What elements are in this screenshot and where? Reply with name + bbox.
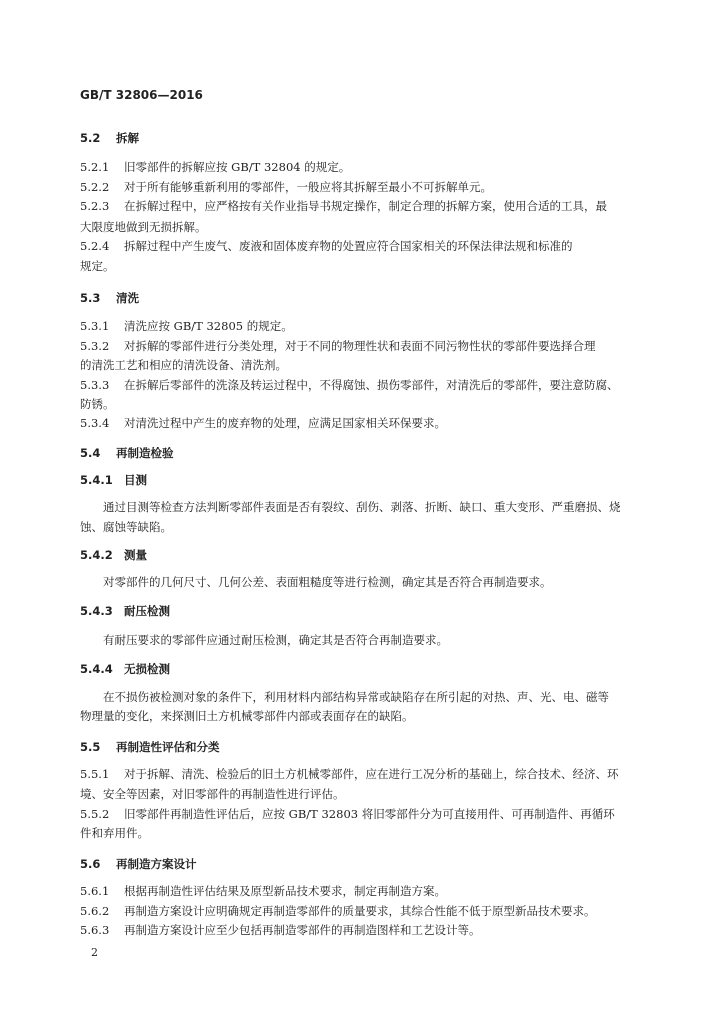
clause-5-3-1 — [80, 319, 293, 333]
section-number: 5.6 — [80, 857, 101, 871]
clause-text: 对清洗过程中产生的废弃物的处理，应满足国家相关环保要求。 — [124, 416, 446, 430]
paragraph-5-4-2: 对零部件的几何尺寸、几何公差、表面粗糙度等进行检测，确定其是否符合再制造要求。 — [103, 575, 552, 589]
subsection-heading-5-4-4 — [80, 662, 170, 676]
section-number: 5.3 — [80, 291, 101, 305]
clause-text: 旧零部件的拆解应按 GB/T 32804 的规定。 — [124, 160, 351, 174]
subsection-number: 5.4.1 — [80, 473, 113, 487]
section-heading-5-4 — [80, 446, 174, 460]
clause-text: 对于所有能够重新利用的零部件，一般应将其拆解至最小不可拆解单元。 — [124, 180, 492, 194]
clause-5-6-1 — [80, 884, 446, 898]
clause-5-3-2-cont: 的清洗工艺和相应的清洗设备、清洗剂。 — [80, 358, 287, 372]
clause-5-2-4-cont: 规定。 — [80, 259, 115, 273]
clause-5-2-3 — [80, 199, 607, 213]
section-title: 再制造检验 — [116, 446, 174, 460]
subsection-title: 耐压检测 — [124, 604, 170, 618]
clause-number: 5.3.4 — [80, 416, 110, 430]
clause-5-2-1 — [80, 160, 350, 174]
subsection-heading-5-4-1 — [80, 473, 147, 487]
clause-5-3-4 — [80, 416, 446, 430]
subsection-number: 5.4.3 — [80, 604, 113, 618]
paragraph-5-4-4-cont: 物理量的变化，来探测旧土方机械零部件内部或表面存在的缺陷。 — [80, 709, 414, 723]
subsection-number: 5.4.2 — [80, 548, 113, 562]
standard-number: GB/T 32806—2016 — [80, 88, 203, 102]
clause-5-3-2 — [80, 339, 596, 353]
paragraph-5-4-3: 有耐压要求的零部件应通过耐压检测，确定其是否符合再制造要求。 — [103, 633, 448, 647]
subsection-heading-5-4-3 — [80, 604, 170, 618]
section-heading-5-2 — [80, 131, 139, 145]
clause-5-5-2 — [80, 807, 615, 821]
clause-number: 5.5.1 — [80, 767, 110, 781]
clause-5-5-1-cont: 境、安全等因素，对旧零部件的再制造性进行评估。 — [80, 787, 345, 801]
clause-number: 5.2.3 — [80, 199, 110, 213]
clause-5-5-1 — [80, 767, 619, 781]
section-title: 拆解 — [116, 131, 139, 145]
clause-5-2-2 — [80, 180, 492, 194]
paragraph-5-4-1-cont: 蚀、腐蚀等缺陷。 — [80, 520, 172, 534]
clause-5-3-3 — [80, 378, 619, 392]
section-number: 5.5 — [80, 740, 101, 754]
clause-number: 5.6.1 — [80, 884, 110, 898]
clause-text: 对于拆解、清洗、检验后的旧土方机械零部件，应在进行工况分析的基础上，综合技术、经济、环 — [124, 767, 619, 781]
clause-text: 在拆解后零部件的洗涤及转运过程中，不得腐蚀、损伤零部件，对清洗后的零部件，要注意防腐、 — [124, 378, 619, 392]
section-title: 再制造性评估和分类 — [116, 740, 220, 754]
section-heading-5-5 — [80, 740, 220, 754]
clause-number: 5.5.2 — [80, 807, 110, 821]
clause-5-2-4 — [80, 239, 573, 253]
clause-number: 5.6.3 — [80, 923, 110, 937]
section-heading-5-6 — [80, 857, 197, 871]
clause-number: 5.6.2 — [80, 904, 110, 918]
clause-text: 在拆解过程中，应严格按有关作业指导书规定操作，制定合理的拆解方案，使用合适的工具，最 — [124, 199, 607, 213]
clause-number: 5.2.4 — [80, 239, 110, 253]
clause-text: 旧零部件再制造性评估后，应按 GB/T 32803 将旧零部件分为可直接用件、可再制造件、再循环 — [124, 807, 615, 821]
clause-5-6-2 — [80, 904, 596, 918]
clause-5-3-3-cont: 防锈。 — [80, 397, 115, 411]
clause-text: 对拆解的零部件进行分类处理，对于不同的物理性状和表面不同污物性状的零部件要选择合理 — [124, 339, 596, 353]
section-number: 5.2 — [80, 131, 101, 145]
section-title: 清洗 — [116, 291, 139, 305]
clause-5-6-3 — [80, 923, 481, 937]
paragraph-5-4-1: 通过目测等检查方法判断零部件表面是否有裂纹、刮伤、剥落、折断、缺口、重大变形、严重磨损、烧 — [103, 500, 621, 514]
section-heading-5-3 — [80, 291, 139, 305]
clause-number: 5.3.1 — [80, 319, 110, 333]
clause-text: 再制造方案设计应明确规定再制造零部件的质量要求，其综合性能不低于原型新品技术要求。 — [124, 904, 596, 918]
clause-5-5-2-cont: 件和弃用件。 — [80, 826, 149, 840]
clause-number: 5.3.2 — [80, 339, 110, 353]
clause-5-2-3-cont: 大限度地做到无损拆解。 — [80, 220, 207, 234]
section-number: 5.4 — [80, 446, 101, 460]
clause-number: 5.2.1 — [80, 160, 110, 174]
subsection-heading-5-4-2 — [80, 548, 147, 562]
subsection-title: 无损检测 — [124, 662, 170, 676]
paragraph-5-4-4: 在不损伤被检测对象的条件下，利用材料内部结构异常或缺陷存在所引起的对热、声、光、电、磁等 — [103, 690, 609, 704]
clause-text: 拆解过程中产生废气、废液和固体废弃物的处置应符合国家相关的环保法律法规和标准的 — [124, 239, 573, 253]
section-title: 再制造方案设计 — [116, 857, 197, 871]
page-number: 2 — [91, 946, 98, 959]
clause-number: 5.3.3 — [80, 378, 110, 392]
clause-text: 清洗应按 GB/T 32805 的规定。 — [124, 319, 293, 333]
clause-text: 根据再制造性评估结果及原型新品技术要求，制定再制造方案。 — [124, 884, 446, 898]
clause-number: 5.2.2 — [80, 180, 110, 194]
subsection-title: 目测 — [124, 473, 147, 487]
subsection-title: 测量 — [124, 548, 147, 562]
subsection-number: 5.4.4 — [80, 662, 113, 676]
clause-text: 再制造方案设计应至少包括再制造零部件的再制造图样和工艺设计等。 — [124, 923, 481, 937]
